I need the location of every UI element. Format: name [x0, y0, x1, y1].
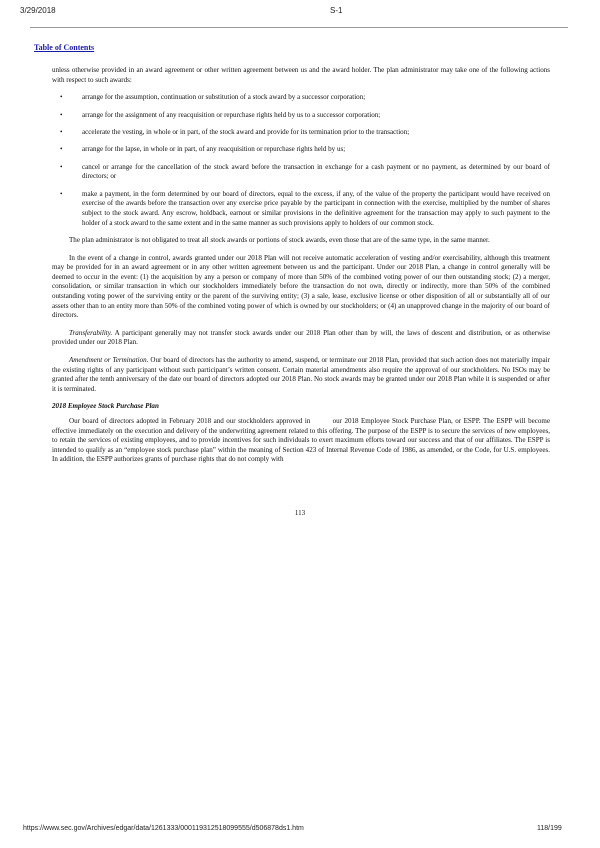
footer-page-count: 118/199 [537, 825, 562, 832]
header-divider [30, 27, 568, 28]
list-item: • make a payment, in the form determined by our board of directors, equal to the excess, if any, of the value of the property the participant would have received on exercise of the awards before the transaction over any exercise price payable by the participant in connection with the exercise, multiplied by the number of shares subject to the stock award. Any escrow, holdback, earnout or similar provisions in the definitive agreement for the transaction may apply to such payment to the holder of a stock award to the same extent and in the same manner as such provisions apply to holders of our common stock. [60, 189, 550, 227]
bullet-icon: • [60, 162, 63, 171]
footer-url: https://www.sec.gov/Archives/edgar/data/1261333/000119312518099555/d506878ds1.htm [23, 825, 304, 832]
bullet-icon: • [60, 145, 63, 154]
list-item: • cancel or arrange for the cancellation of the stock award before the transaction in exchange for a cash payment or no payment, as determined by our board of directors; or [60, 162, 550, 181]
intro-paragraph: unless otherwise provided in an award agreement or other written agreement between us and the award holder. The plan administrator may take one of the following actions with respect to such awards: [52, 66, 550, 84]
bullet-icon: • [60, 189, 63, 198]
not-obligated-paragraph: The plan administrator is not obligated to treat all stock awards or portions of stock awards, even those that are of the same type, in the same manner. [69, 236, 490, 245]
amendment-paragraph: Amendment or Termination. Our board of directors has the authority to amend, suspend, or terminate our 2018 Plan, provided that such action does not materially impair the existing rights of any participant without such participant’s written consent. Certain material amendments also require the approval of our stockholders. No ISOs may be granted after the tenth anniversary of the date our board of directors adopted our 2018 Plan. No stock awards may be granted under our 2018 Plan while it is suspended or after it is terminated. [52, 356, 550, 393]
print-date: 3/29/2018 [20, 6, 56, 15]
page-number: 113 [294, 509, 306, 517]
document-body [52, 66, 550, 473]
actions-list [52, 93, 550, 228]
espp-heading: 2018 Employee Stock Purchase Plan [52, 402, 159, 411]
list-item: • arrange for the lapse, in whole or in part, of any reacquisition or repurchase rights held by us; [60, 145, 346, 154]
espp-paragraph: Our board of directors adopted in February 2018 and our stockholders approved in our 2018 Employee Stock Purchase Plan, or ESPP. The ESPP will become effective immediately on the execution and delivery of the underwriting agreement related to this offering. The purpose of the ESPP is to secure the services of new employees, to retain the services of existing employees, and to provide incentives for such individuals to exert maximum efforts toward our success and that of our affiliates. The ESPP is intended to qualify as an “employee stock purchase plan” within the meaning of Section 423 of Internal Revenue Code of 1986, as amended, or the Code, for U.S. employees. In addition, the ESPP authorizes grants of purchase rights that do not comply with [52, 417, 550, 464]
bullet-icon: • [60, 93, 63, 102]
amendment-label: Amendment or Termination. [69, 356, 149, 365]
list-item: • accelerate the vesting, in whole or in part, of the stock award and provide for its termination prior to the transaction; [60, 127, 410, 136]
transferability-paragraph: Transferability. A participant generally may not transfer stock awards under our 2018 Plan other than by will, the laws of descent and distribution, or as otherwise provided under our 2018 Plan. [52, 328, 550, 347]
list-item: • arrange for the assignment of any reacquisition or repurchase rights held by us to a successor corporation; [60, 110, 381, 119]
document-title: S-1 [330, 6, 343, 15]
table-of-contents-link[interactable]: Table of Contents [34, 43, 95, 52]
bullet-icon: • [60, 127, 63, 136]
bullet-icon: • [60, 110, 63, 119]
change-in-control-paragraph: In the event of a change in control, awards granted under our 2018 Plan will not receive automatic acceleration of vesting and/or exercisability, although this treatment may be provided for in an award agreement or in any other written agreement between us and the participant. Under our 2018 Plan, a change in control generally will be deemed to occur in the event: (1) the acquisition by any a person or company of more than 50% of the combined voting power of our then outstanding stock; (2) a merger, consolidation, or similar transaction in which our stockholders immediately before the transaction do not own, directly or indirectly, more than 50% of the combined outstanding voting power of the surviving entity or the parent of the surviving entity; (3) a sale, lease, exclusive license or other disposition of all or substantially all of our assets other than to an entity more than 50% of the combined voting power of which is owned by our stockholders; or (4) an unapproved change in the majority of our board of directors. [52, 253, 550, 320]
list-item: • arrange for the assumption, continuation or substitution of a stock award by a successor corporation; [60, 93, 366, 102]
transferability-label: Transferability. [69, 328, 113, 337]
